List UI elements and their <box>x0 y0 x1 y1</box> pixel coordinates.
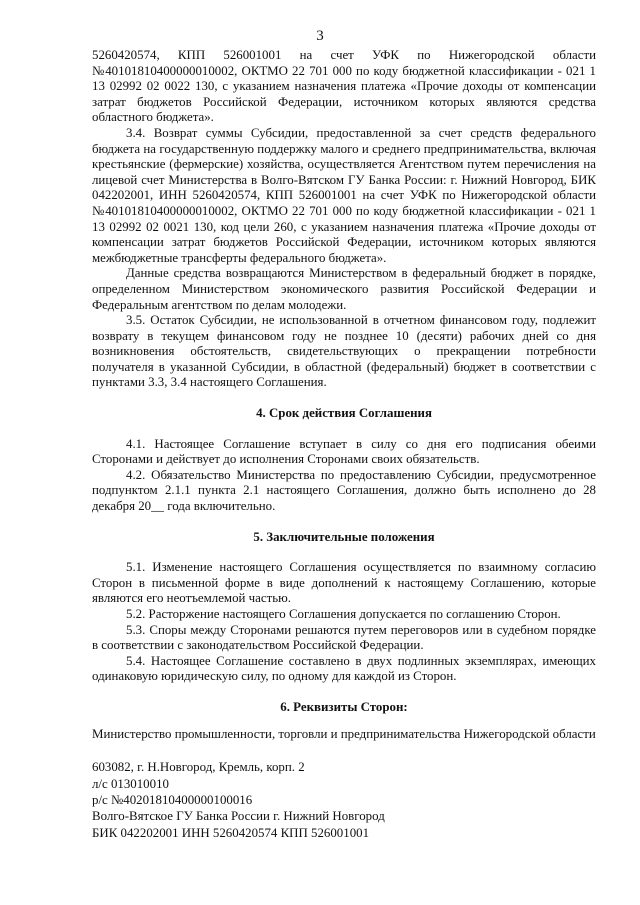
requisite-personal-account: л/с 013010010 <box>92 776 169 791</box>
section-4-heading: 4. Срок действия Соглашения <box>256 406 432 421</box>
paragraph-4-2: 4.2. Обязательство Министерства по предоставлению Субсидии, предусмотренное подпунктом 2.1.1 пункта 2.1 настоящего Соглашения, должно быть исполнено до 28 декабря 20__ года включительно. <box>92 467 596 514</box>
paragraph-4-1: 4.1. Настоящее Соглашение вступает в силу со дня его подписания обеими Сторонами и действует до исполнения Сторонами своих обязательств. <box>92 436 596 467</box>
requisite-address: 603082, г. Н.Новгород, Кремль, корп. 2 <box>92 760 305 775</box>
section-5-heading: 5. Заключительные положения <box>253 529 435 544</box>
paragraph-5-2: 5.2. Расторжение настоящего Соглашения допускается по соглашению Сторон. <box>126 607 561 621</box>
paragraph-3-4: 3.4. Возврат суммы Субсидии, предоставленной за счет средств федерального бюджета на государственную поддержку малого и среднего предпринимательства, включая крестьянские (фермерские) хозяйства, осуществляется Агентством путем перечисления на лицевой счет Министерства в Волго-Вятском ГУ Банка России: г. Нижний Новгород, БИК 042202001, ИНН 5260420574, КПП 526001001 на счет УФК по Нижегородской области №40101810400000010002, ОКТМО 22 701 000 по коду бюджетной классификации - 021 1 13 02992 02 0021 130, код цели 260, с указанием назначения платежа «Прочие доходы от компенсации затрат бюджетов Российской Федерации, источником которых являются межбюджетные трансферты федерального бюджета». <box>92 125 596 265</box>
requisite-bank: Волго-Вятское ГУ Банка России г. Нижний Новгород <box>92 809 385 824</box>
requisite-settlement-account: р/с №40201810400000100016 <box>92 792 253 807</box>
paragraph-funds-returned: Данные средства возвращаются Министерством в федеральный бюджет в порядке, определенном Министерством экономического развития Российской Федерации и Федеральным агентством по делам молодежи. <box>92 266 596 312</box>
section-6-heading: 6. Реквизиты Сторон: <box>280 699 408 714</box>
requisite-codes: БИК 042202001 ИНН 5260420574 КПП 526001001 <box>92 825 370 840</box>
paragraph-5-1: 5.1. Изменение настоящего Соглашения осуществляется по взаимному согласию Сторон в письменной форме в виде дополнений к настоящему Соглашению, которые являются его неотъемлемой частью. <box>92 560 596 606</box>
paragraph-continuation: 5260420574, КПП 526001001 на счет УФК по Нижегородской области №40101810400000010002, ОКТМО 22 701 000 по коду бюджетной классификации - 021 1 13 02992 02 0022 130, с указанием назначения платежа «Прочие доходы от компенсации затрат бюджетов Российской Федерации, источником которых являются средства областного бюджета». <box>92 48 596 125</box>
paragraph-5-3: 5.3. Споры между Сторонами решаются путем переговоров или в судебном порядке в соответствии с законодательством Российской Федерации. <box>92 622 596 653</box>
paragraph-5-4: 5.4. Настоящее Соглашение составлено в двух подлинных экземплярах, имеющих одинаковую юридическую силу, по одному для каждой из Сторон. <box>92 653 596 684</box>
paragraph-3-5: 3.5. Остаток Субсидии, не использованной в отчетном финансовом году, подлежит возврату в текущем финансовом году не позднее 10 (десяти) рабочих дней со дня возникновения обстоятельств, свидетельствующих о прекращении потребности получателя в указанной Субсидии, в областной (федеральный) бюджет в соответствии с пунктами 3.3, 3.4 настоящего Соглашения. <box>92 313 596 390</box>
organization-name: Министерство промышленности, торговли и предпринимательства Нижегородской области <box>92 726 596 741</box>
document-body <box>92 48 596 841</box>
requisites-block <box>92 759 596 841</box>
page-number: 3 <box>316 28 324 44</box>
